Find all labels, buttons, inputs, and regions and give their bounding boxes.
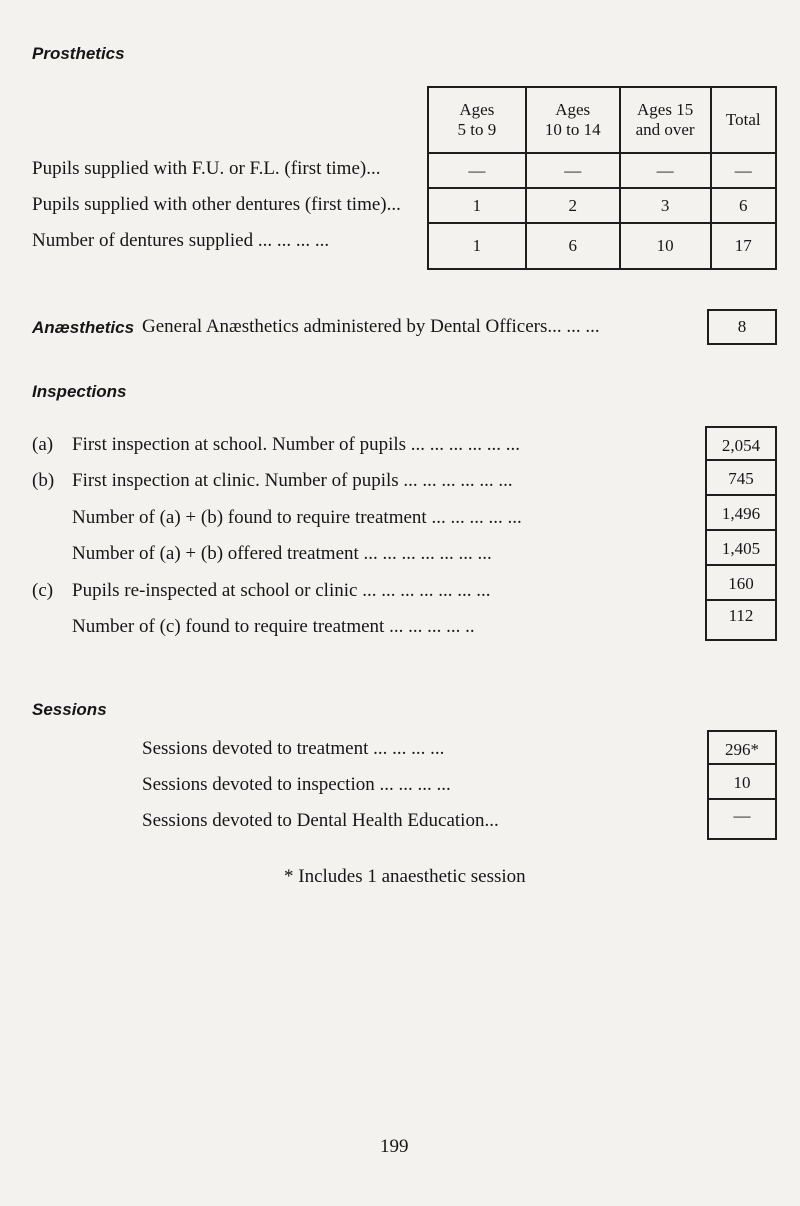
table-cell: 10 — [620, 223, 711, 269]
inspection-row-label: First inspection at school. Number of pupils ... ... ... ... ... ... — [72, 434, 521, 455]
column-header — [620, 87, 711, 153]
col-ages-10-14: Ages 10 to 14 — [544, 100, 601, 139]
anaesthetics-heading: Anæsthetics — [32, 318, 135, 337]
inspections-heading: Inspections — [32, 382, 127, 401]
prosthetics-row-label: Pupils supplied with F.U. or F.L. (first time)... — [32, 158, 381, 179]
table-cell: 17 — [711, 223, 776, 269]
inspection-row-label: Number of (c) found to require treatment ... ... ... ... .. — [72, 616, 475, 637]
table-cell: 6 — [711, 188, 776, 223]
column-header — [428, 87, 526, 153]
row-marker: (c) — [32, 580, 54, 601]
footnote: * Includes 1 anaesthetic session — [284, 866, 526, 887]
col-total: Total — [725, 110, 761, 129]
table-cell: — — [428, 153, 526, 188]
table-cell: — — [526, 153, 620, 188]
table-row — [428, 223, 776, 269]
value-cell: 112 — [707, 601, 775, 641]
col-ages-15-over: Ages 15 and over — [635, 100, 695, 139]
inspections-value-column — [705, 426, 777, 641]
inspection-row-label: Number of (a) + (b) found to require treatment ... ... ... ... ... — [72, 507, 522, 528]
anaesthetics-label: General Anæsthetics administered by Dental Officers... ... ... — [142, 316, 600, 337]
col-ages-5-9: Ages 5 to 9 — [457, 100, 497, 139]
table-cell: — — [620, 153, 711, 188]
column-header — [526, 87, 620, 153]
inspection-row-label: First inspection at clinic. Number of pupils ... ... ... ... ... ... — [72, 470, 513, 491]
value-cell: 1,405 — [707, 531, 775, 566]
prosthetics-row-label: Pupils supplied with other dentures (first time)... — [32, 194, 401, 215]
session-row-label: Sessions devoted to treatment ... ... ... ... — [142, 738, 445, 759]
sessions-value-column — [707, 730, 777, 840]
column-header — [711, 87, 776, 153]
value-cell: — — [709, 800, 775, 840]
value-cell: 745 — [707, 461, 775, 496]
table-cell: — — [711, 153, 776, 188]
session-row-label: Sessions devoted to Dental Health Education... — [142, 810, 499, 831]
row-marker: (a) — [32, 434, 54, 455]
value-cell: 2,054 — [707, 426, 775, 461]
table-row — [428, 188, 776, 223]
value-cell: 1,496 — [707, 496, 775, 531]
table-cell: 1 — [428, 188, 526, 223]
prosthetics-row-label: Number of dentures supplied ... ... ... ... — [32, 230, 330, 251]
row-marker: (b) — [32, 470, 55, 491]
table-cell: 3 — [620, 188, 711, 223]
sessions-heading: Sessions — [32, 700, 107, 719]
value-cell: 10 — [709, 765, 775, 800]
session-row-label: Sessions devoted to inspection ... ... ... ... — [142, 774, 451, 795]
prosthetics-heading: Prosthetics — [32, 44, 125, 63]
value-cell: 296* — [709, 730, 775, 765]
anaesthetics-value: 8 — [707, 309, 777, 345]
table-row — [428, 153, 776, 188]
inspection-row-label: Number of (a) + (b) offered treatment ... ... ... ... ... ... ... — [72, 543, 492, 564]
table-cell: 2 — [526, 188, 620, 223]
table-cell: 1 — [428, 223, 526, 269]
value-cell: 160 — [707, 566, 775, 601]
page-number: 199 — [380, 1136, 409, 1157]
inspection-row-label: Pupils re-inspected at school or clinic ... ... ... ... ... ... ... — [72, 580, 491, 601]
table-cell: 6 — [526, 223, 620, 269]
prosthetics-table — [427, 86, 777, 270]
